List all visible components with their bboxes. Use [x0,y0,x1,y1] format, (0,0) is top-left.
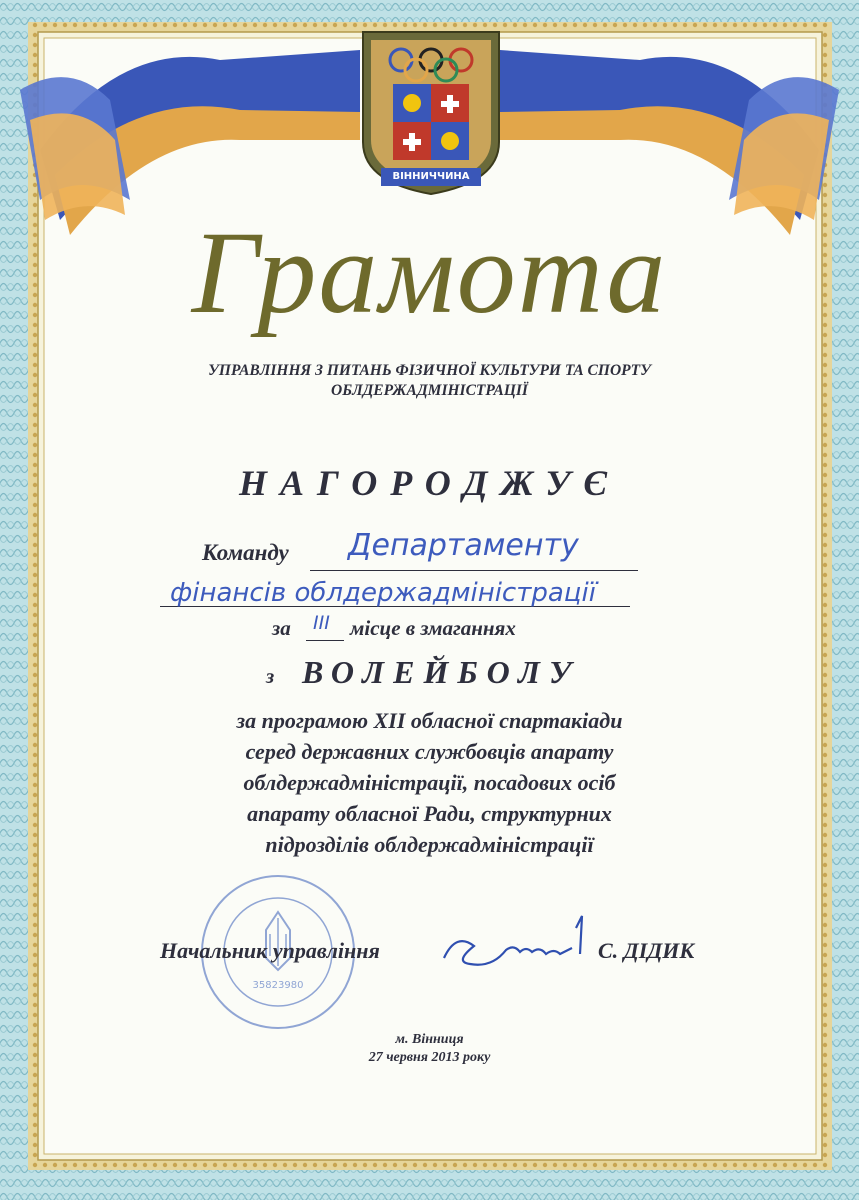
sport-name: ВОЛЕЙБОЛУ [302,654,581,690]
signature [436,908,596,978]
issuer-line1: УПРАВЛІННЯ З ПИТАНЬ ФІЗИЧНОЇ КУЛЬТУРИ ТА СПОРТУ [208,362,651,379]
city: м. Вінниця [395,1032,464,1047]
place-handwritten: III [313,612,330,634]
place-prefix: за [272,616,291,640]
place-suffix: місце в змаганнях [350,616,516,640]
stamp-code: 35823980 [252,980,304,991]
issue-date: 27 червня 2013 року [368,1050,491,1065]
signatory-position: Начальник управління [160,938,380,963]
program-line-1: за програмою ХІІ обласної спартакіади [236,708,623,733]
program-line-5: підрозділів облдержадміністрації [265,832,594,857]
emblem-banner: ВІННИЧЧИНА [381,168,481,186]
recipient-handwritten-1: Департаменту [348,528,579,563]
certificate-title: Грамота [191,207,668,338]
sport-prefix: з [266,664,275,688]
recipient-underline-1 [310,570,638,571]
recipient-handwritten-2: фінансів облдержадміністрації [170,578,596,608]
program-line-4: апарату обласної Ради, структурних [247,801,612,826]
regional-emblem [343,22,519,198]
program-line-2: серед державних службовців апарату [245,739,614,764]
award-verb: НАГОРОДЖУЄ [238,463,620,503]
signatory-name: С. ДІДИК [598,938,695,963]
program-line-3: облдержадміністрації, посадових осіб [243,770,616,795]
issuer-line2: ОБЛДЕРЖАДМІНІСТРАЦІЇ [331,382,528,399]
recipient-label: Команду [202,540,289,565]
place-underline [306,640,344,641]
